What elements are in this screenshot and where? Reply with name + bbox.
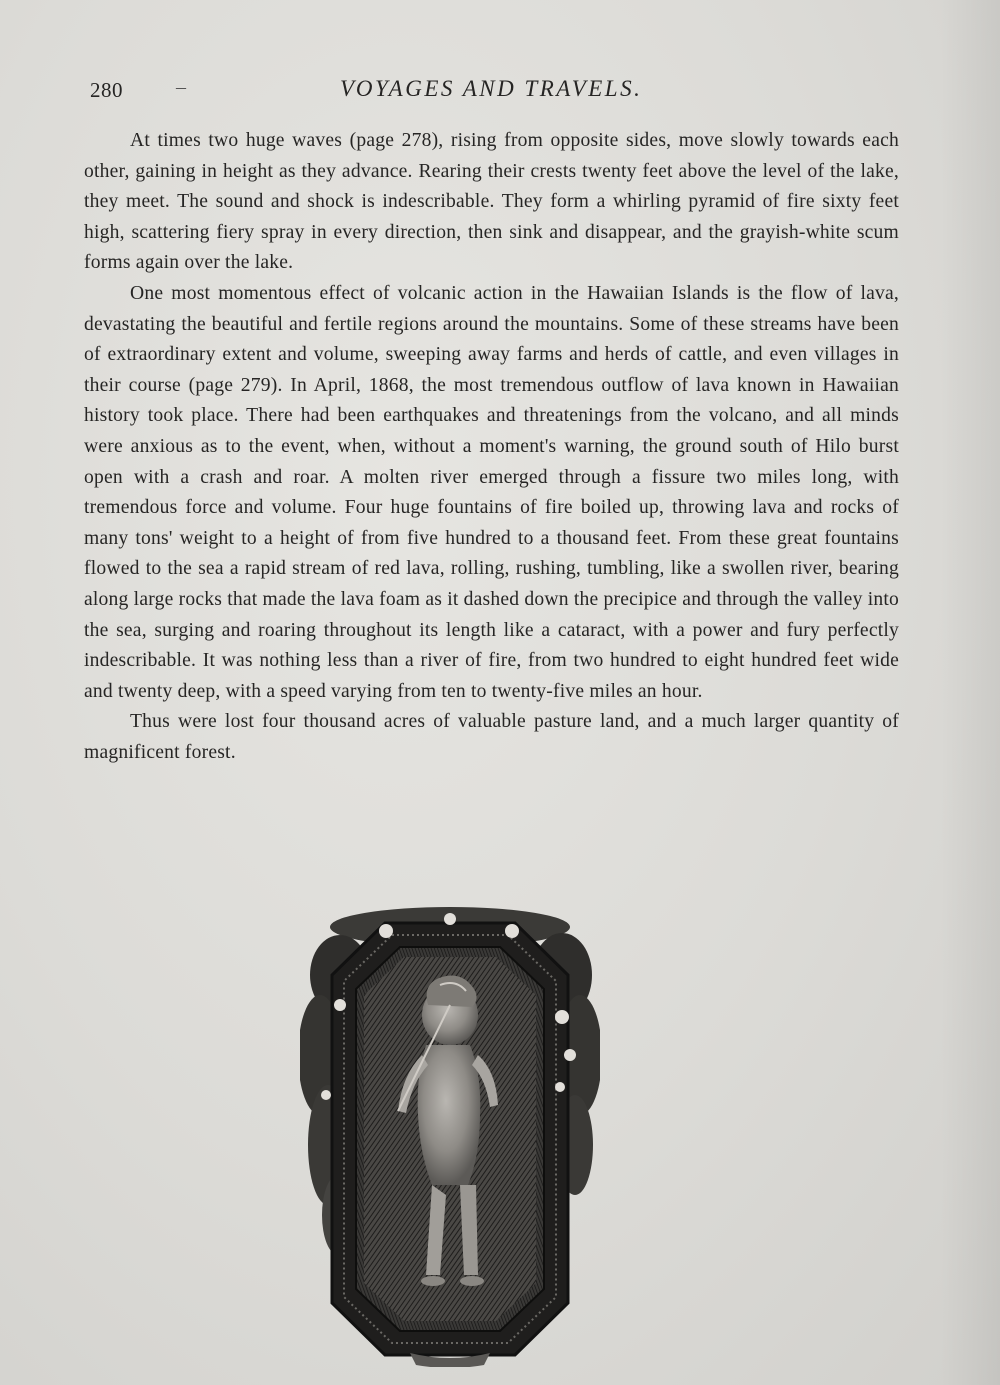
paragraph-lost-land: Thus were lost four thousand acres of valuable pasture land, and a much larger quantity of magnificent forest.	[84, 711, 899, 763]
header-dash: –	[176, 76, 186, 98]
paragraph-waves: At times two huge waves (page 278), rising from opposite sides, move slowly towards each other, gaining in height as they advance. Rearing their crests twenty feet above the level of the lake, they meet. The sound and shock is indescribable. They form a whirling pyramid of fire sixty feet high, scattering fiery spray in every direction, then sink and disappear, and the grayish-white scum forms again over the lake.	[84, 130, 899, 274]
running-head	[90, 74, 900, 108]
page-number: 280	[90, 78, 123, 102]
engraved-illustration	[300, 905, 600, 1367]
body-text	[84, 126, 899, 768]
running-title: VOYAGES AND TRAVELS.	[340, 76, 643, 101]
cherub-engraving-image	[300, 905, 600, 1367]
page-edge-shadow	[940, 0, 1000, 1385]
paragraph-lava-flow: One most momentous effect of volcanic action in the Hawaiian Islands is the flow of lava, devastating the beautiful and fertile regions around the mountains. Some of these streams have been of extraordinary extent and volume, sweeping away farms and herds of cattle, and even villages in their course (page 279). In April, 1868, the most tremendous outflow of lava known in Hawaiian history took place. There had been earthquakes and threatenings from the volcano, and all minds were anxious as to the event, when, without a moment's warning, the ground south of Hilo burst open with a crash and roar. A molten river emerged through a fissure two miles long, with tremendous force and volume. Four huge fountains of fire boiled up, throwing lava and rocks of many tons' weight to a height of from five hundred to a thousand feet. From these great fountains flowed to the sea a rapid stream of red lava, rolling, rushing, tumbling, like a swollen river, bearing along large rocks that made the lava foam as it dashed down the precipice and through the valley into the sea, surging and roaring throughout its length like a cataract, with a power and fury perfectly indescribable. It was nothing less than a river of fire, from two hundred to eight hundred feet wide and twenty deep, with a speed varying from ten to twenty-five miles an hour.	[84, 282, 899, 702]
